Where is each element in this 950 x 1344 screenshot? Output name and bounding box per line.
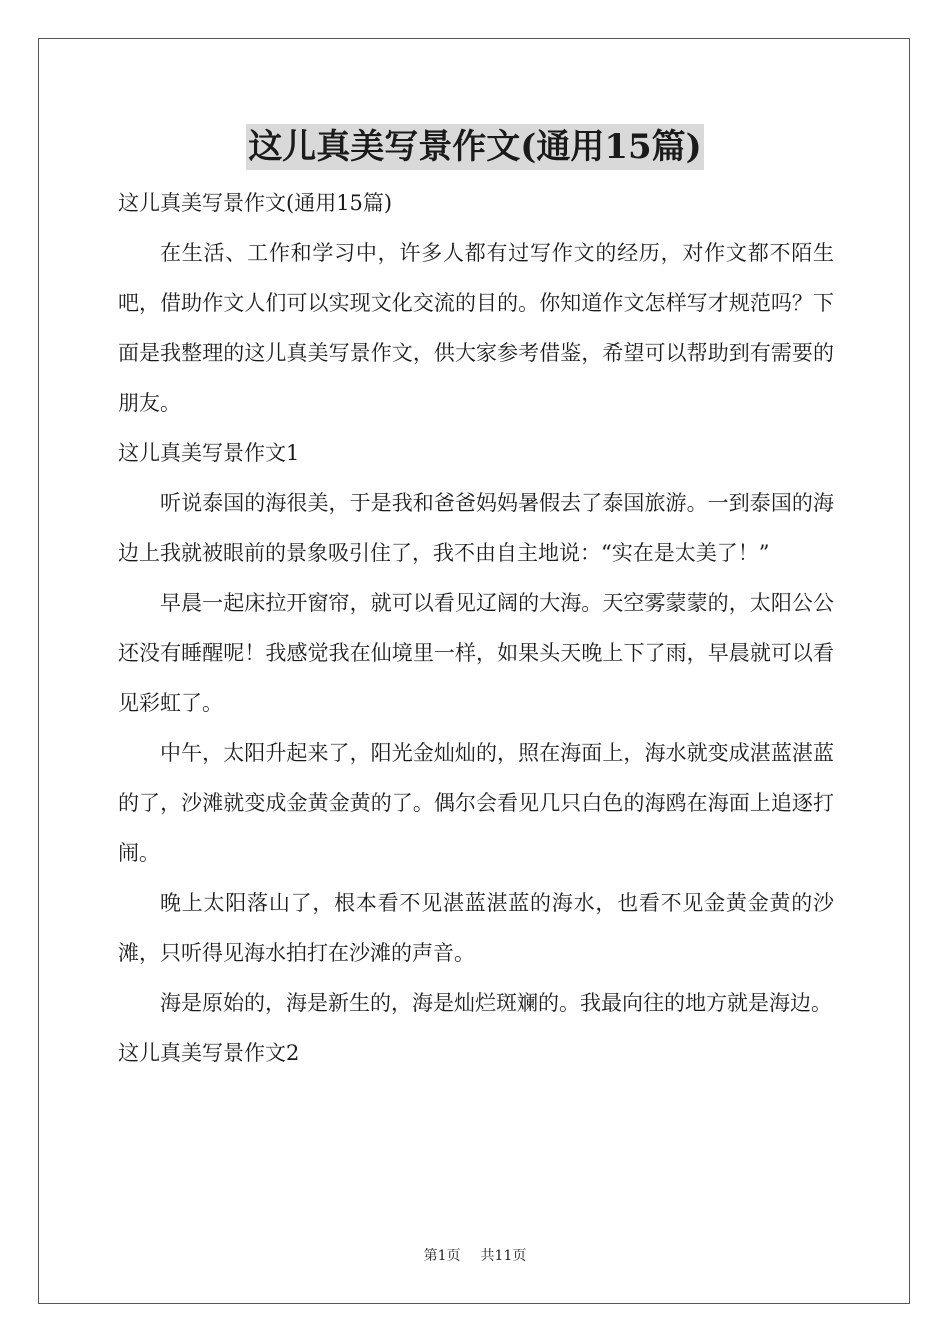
section-heading: 这儿真美写景作文1 <box>118 441 300 465</box>
paragraph: 海是原始的，海是新生的，海是灿烂斑斓的。我最向往的地方就是海边。 <box>160 991 832 1015</box>
page-total: 共11页 <box>480 1248 527 1264</box>
page-footer <box>0 1246 950 1266</box>
paragraph: 晚上太阳落山了，根本看不见湛蓝湛蓝的海水，也看不见金黄金黄的沙滩，只听得见海水拍打在沙滩的声音。 <box>118 891 834 965</box>
title-container <box>0 124 950 170</box>
document-body <box>118 178 834 1078</box>
paragraph: 中午，太阳升起来了，阳光金灿灿的，照在海面上，海水就变成湛蓝湛蓝的了，沙滩就变成金黄金黄的了。偶尔会看见几只白色的海鸥在海面上追逐打闹。 <box>118 741 834 865</box>
section-heading: 这儿真美写景作文2 <box>118 1041 300 1065</box>
page-number: 第1页 <box>423 1248 461 1264</box>
paragraph: 听说泰国的海很美，于是我和爸爸妈妈暑假去了泰国旅游。一到泰国的海边上我就被眼前的景象吸引住了，我不由自主地说：“实在是太美了！” <box>118 491 834 565</box>
paragraph: 在生活、工作和学习中，许多人都有过写作文的经历，对作文都不陌生吧，借助作文人们可以实现文化交流的目的。你知道作文怎样写才规范吗？下面是我整理的这儿真美写景作文，供大家参考借鉴，希望可以帮助到有需要的朋友。 <box>118 241 834 415</box>
paragraph: 早晨一起床拉开窗帘，就可以看见辽阔的大海。天空雾蒙蒙的，太阳公公还没有睡醒呢！我感觉我在仙境里一样，如果头天晚上下了雨，早晨就可以看见彩虹了。 <box>118 591 834 715</box>
paragraph: 这儿真美写景作文(通用15篇) <box>118 191 393 215</box>
document-title: 这儿真美写景作文(通用15篇) <box>246 124 704 170</box>
